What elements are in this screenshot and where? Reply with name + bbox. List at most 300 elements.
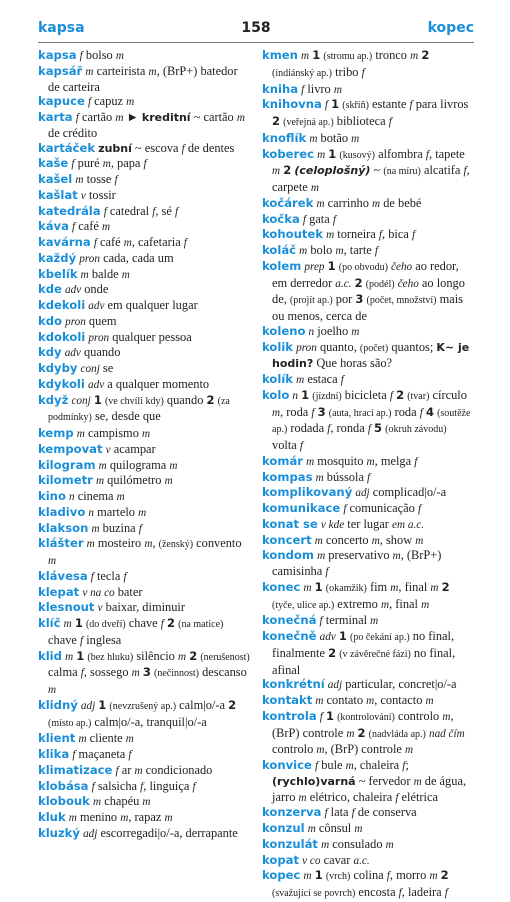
- grammar-label: f: [463, 165, 467, 178]
- grammar-label: f: [181, 142, 185, 155]
- entry-text: , final: [398, 579, 431, 594]
- entry-headword: klakson: [38, 520, 89, 535]
- entry-text: , tarte: [343, 243, 375, 257]
- entry-headword: kdyby: [38, 361, 78, 375]
- sense-note: (v závěrečné fázi): [339, 648, 411, 660]
- entry-text: gata: [306, 211, 333, 226]
- dictionary-entry: [262, 243, 474, 259]
- entry-headword: kdokoli: [38, 329, 86, 344]
- grammar-label: m: [413, 775, 422, 788]
- entry-text: mosteiro: [94, 536, 145, 551]
- grammar-label: m: [354, 823, 363, 835]
- entry-text: livro: [304, 81, 334, 96]
- dictionary-entry: [262, 340, 474, 373]
- entry-headword: klika: [38, 747, 70, 761]
- sense-number: 2: [441, 579, 450, 594]
- sense-number: 2: [283, 163, 292, 178]
- entry-text: balde: [88, 266, 122, 281]
- dictionary-entry: [38, 794, 250, 810]
- sense-number: 1: [331, 97, 340, 112]
- entry-text: colina: [350, 868, 387, 883]
- dictionary-entry: [38, 698, 250, 732]
- entry-text: Que horas são?: [313, 356, 393, 371]
- entry-headword: kašlat: [38, 187, 78, 202]
- grammar-label: m: [68, 812, 77, 824]
- entry-headword: kopec: [262, 868, 301, 883]
- entry-headword: konečně: [262, 629, 317, 643]
- grammar-label: n: [308, 325, 315, 338]
- entry-text: onde: [81, 282, 109, 297]
- entry-text: , (BrP) controle: [324, 742, 406, 757]
- sense-number: 1: [314, 868, 323, 883]
- dictionary-entry: [38, 267, 250, 283]
- grammar-label: f: [414, 455, 418, 468]
- entry-text: ao longo de,: [272, 275, 465, 307]
- sense-note: (tyče, ulice ap.): [272, 599, 335, 611]
- sense-note: (za podmínky): [48, 395, 230, 424]
- grammar-label: pron: [79, 252, 100, 265]
- entry-text: puré: [74, 156, 103, 171]
- grammar-label: f: [351, 807, 355, 820]
- entry-headword: klobása: [38, 778, 89, 793]
- grammar-label: čeho: [397, 277, 419, 290]
- grammar-label: m: [315, 695, 324, 707]
- grammar-label: f: [332, 213, 336, 226]
- entry-text: alfombra: [374, 146, 426, 161]
- sense-note: (počet, množství): [366, 295, 437, 307]
- grammar-label: m: [121, 268, 130, 281]
- dictionary-entry: [262, 709, 474, 758]
- page-number: 158: [241, 20, 271, 36]
- entry-text: bater: [114, 584, 143, 599]
- dictionary-entry: [262, 196, 474, 212]
- entry-text: quantos;: [388, 339, 437, 354]
- grammar-label: m: [85, 65, 94, 78]
- sense-number: 2: [354, 275, 363, 290]
- entry-headword: konzulát: [262, 836, 318, 851]
- entry-text: , (BrP+) batedor de carteira: [48, 63, 238, 94]
- grammar-label: adv: [64, 347, 81, 360]
- grammar-label: f: [160, 618, 164, 630]
- grammar-label: f: [374, 245, 378, 257]
- dictionary-entry: [38, 747, 250, 763]
- grammar-label: f: [343, 503, 347, 515]
- grammar-label: f: [389, 389, 393, 402]
- entry-headword: komár: [262, 453, 303, 468]
- grammar-label: f: [417, 503, 422, 515]
- grammar-label: m: [236, 112, 245, 124]
- sense-number: 2: [440, 868, 449, 883]
- entry-text: menino: [76, 810, 121, 824]
- entry-headword: kniha: [262, 81, 299, 96]
- sense-note: (projít ap.): [289, 295, 333, 307]
- sense-number: 2: [189, 648, 198, 663]
- dictionary-entry: [38, 48, 250, 64]
- entry-headword: klobouk: [38, 794, 90, 809]
- entry-headword: kilogram: [38, 457, 96, 472]
- dictionary-entry: [38, 536, 250, 569]
- grammar-label: v kde: [320, 518, 345, 531]
- sense-note: (podél): [365, 278, 395, 290]
- sense-note: (nadvláda ap.): [368, 728, 426, 740]
- entry-text: ,: [152, 536, 159, 551]
- dictionary-entry: [38, 361, 250, 377]
- grammar-label: m: [148, 65, 157, 78]
- entry-headword: kapsář: [38, 63, 83, 78]
- grammar-label: f: [114, 174, 118, 186]
- grammar-label: m: [333, 83, 342, 96]
- entry-text: mosquito: [314, 453, 367, 468]
- entry-text: ~: [370, 163, 384, 178]
- entry-text: se, desde que: [91, 409, 161, 424]
- dictionary-entry: [38, 585, 250, 601]
- right-column: [262, 48, 474, 902]
- sense-note: (ženský): [158, 539, 194, 551]
- entry-text: , contacto: [374, 693, 426, 707]
- entry-headword: kolem: [262, 258, 302, 273]
- sense-number: 1: [98, 697, 107, 712]
- entry-text: café: [75, 219, 102, 234]
- dictionary-entry: [38, 204, 250, 220]
- entry-text: torneira: [334, 227, 379, 242]
- grammar-label: m: [307, 823, 316, 835]
- dictionary-entry: [262, 677, 474, 693]
- sense-number: 3: [355, 292, 364, 307]
- entry-headword: kempovat: [38, 441, 103, 456]
- dictionary-entry: [262, 97, 474, 131]
- entry-text: concerto: [322, 532, 372, 547]
- dictionary-entry: [38, 172, 250, 188]
- dictionary-entry: [38, 569, 250, 585]
- entry-text: lata: [327, 805, 352, 820]
- sense-number: 1: [325, 708, 334, 723]
- grammar-label: m: [177, 650, 187, 663]
- sense-note: (soutěže ap.): [272, 407, 471, 436]
- dictionary-entry: [262, 548, 474, 580]
- entry-text: ~ cartão: [190, 110, 237, 124]
- entry-text: estaca: [304, 372, 341, 386]
- grammar-label: m: [65, 650, 74, 663]
- grammar-label: em a.c.: [392, 518, 425, 531]
- dictionary-entry: [38, 616, 250, 649]
- grammar-label: m: [442, 710, 451, 723]
- entry-headword: kapsa: [38, 48, 77, 62]
- entry-text: alcatifa: [420, 163, 464, 178]
- entry-text: biblioteca: [333, 114, 389, 128]
- grammar-label: m: [272, 165, 281, 178]
- grammar-label: m: [371, 534, 380, 547]
- sense-note: (tvar): [407, 390, 430, 402]
- entry-headword: když: [38, 392, 69, 407]
- grammar-label: m: [392, 550, 401, 563]
- entry-headword: kondom: [262, 548, 314, 563]
- grammar-label: m: [126, 96, 135, 109]
- entry-text: quando: [80, 345, 121, 360]
- entry-headword: klášter: [38, 536, 84, 551]
- entry-headword: kolík: [262, 372, 294, 386]
- page-header: [38, 20, 474, 42]
- entry-headword: konvice: [262, 758, 312, 772]
- sense-number: 2: [328, 645, 337, 660]
- entry-text: inglesa: [83, 632, 122, 647]
- grammar-label: prep: [304, 260, 325, 273]
- sense-number: 2: [272, 114, 281, 128]
- entry-text: no final, finalmente: [272, 629, 455, 660]
- entry-text: de conserva: [354, 805, 417, 820]
- sense-note: (místo ap.): [48, 717, 92, 729]
- entry-text: bule: [318, 758, 346, 772]
- entry-text: a qualquer momento: [104, 376, 210, 391]
- grammar-label: m: [301, 50, 310, 62]
- entry-text: volta: [272, 438, 300, 452]
- grammar-label: f: [301, 83, 305, 96]
- entry-text: , tapete: [429, 146, 465, 161]
- grammar-label: f: [395, 791, 399, 804]
- grammar-label: f: [123, 570, 127, 583]
- entry-headword: kdy: [38, 345, 62, 360]
- dictionary-entry: [262, 758, 474, 805]
- grammar-label: f: [311, 406, 315, 419]
- entry-text: chave: [48, 632, 80, 647]
- entry-headword: kdo: [38, 313, 62, 328]
- entry-text: bússola: [323, 469, 368, 484]
- entry-headword: kontakt: [262, 693, 313, 707]
- grammar-label: m: [93, 796, 102, 809]
- dictionary-entry: [38, 141, 250, 157]
- entry-headword: kaše: [38, 156, 69, 171]
- entry-text: por: [332, 292, 356, 307]
- entry-text: tecla: [93, 568, 124, 583]
- grammar-label: m: [366, 455, 375, 468]
- grammar-label: m: [425, 695, 434, 707]
- dictionary-entry: [38, 458, 250, 474]
- grammar-label: m: [102, 158, 111, 171]
- entry-text: preservativo: [325, 548, 393, 563]
- entry-text: carteirista: [93, 63, 149, 78]
- grammar-label: m: [123, 237, 132, 249]
- sense-note: (jízdní): [312, 390, 342, 402]
- sense-number: 2: [167, 616, 176, 630]
- dictionary-entry: [262, 227, 474, 243]
- sense-note: (kusový): [339, 149, 375, 161]
- grammar-label: m: [345, 760, 354, 772]
- grammar-label: f: [80, 634, 84, 647]
- grammar-label: f: [367, 423, 371, 436]
- entry-text: capuz: [91, 94, 127, 109]
- grammar-label: m: [385, 838, 394, 851]
- dictionary-entry: [262, 693, 474, 709]
- grammar-label: m: [335, 245, 344, 257]
- dictionary-entry: [38, 219, 250, 235]
- entry-headword: kde: [38, 282, 62, 297]
- entry-headword: klávesa: [38, 568, 88, 583]
- entry-text: rodada: [287, 421, 328, 436]
- entry-headword: koleno: [262, 323, 306, 338]
- entry-text: ►: [123, 110, 142, 124]
- grammar-label: m: [372, 197, 381, 210]
- entry-text: ;: [405, 758, 409, 772]
- grammar-label: f: [409, 99, 413, 112]
- entry-headword: klimatizace: [38, 762, 113, 777]
- entry-text: tronco: [372, 48, 411, 62]
- entry-headword: konat se: [262, 516, 318, 531]
- sense-note: (bez hluku): [87, 651, 134, 663]
- entry-headword: kemp: [38, 426, 74, 440]
- entry-text: controlo: [272, 742, 317, 757]
- grammar-label: m: [317, 148, 326, 161]
- grammar-label: m: [115, 112, 124, 124]
- dictionary-entry: [38, 649, 250, 698]
- dictionary-entry: [38, 505, 250, 521]
- grammar-label: m: [115, 50, 124, 62]
- grammar-label: v: [97, 602, 103, 615]
- entry-text: cartão: [78, 110, 116, 124]
- grammar-label: m: [144, 538, 153, 551]
- dictionary-entry: [262, 821, 474, 837]
- dictionary-entry: [262, 372, 474, 388]
- sense-note: (skříň): [342, 100, 369, 112]
- entry-headword: klid: [38, 648, 62, 663]
- sense-number: 4: [425, 404, 434, 419]
- entry-text: , (BrP) controle: [272, 708, 454, 740]
- entry-text: , ladeira: [401, 885, 445, 899]
- grammar-label: m: [48, 555, 57, 567]
- dictionary-entry: [38, 763, 250, 779]
- grammar-label: f: [327, 423, 331, 436]
- sense-number: 1: [328, 146, 337, 161]
- entry-headword: kladivo: [38, 504, 86, 519]
- entry-headword: kdekoli: [38, 298, 86, 312]
- dictionary-entry: [38, 110, 250, 141]
- grammar-label: f: [152, 205, 156, 218]
- dictionary-entry: [38, 298, 250, 314]
- entry-text: bolo: [307, 243, 336, 257]
- entry-headword: kluk: [38, 810, 66, 824]
- entry-text: , rapaz: [128, 810, 165, 824]
- entry-text: círculo: [429, 387, 467, 402]
- grammar-label: m: [314, 534, 323, 547]
- dictionary-entry: [262, 853, 474, 869]
- grammar-label: adv: [88, 378, 105, 391]
- entry-text: qualquer pessoa: [109, 329, 192, 344]
- entry-headword: kolo: [262, 387, 290, 402]
- grammar-label: m: [410, 50, 419, 62]
- entry-text: joelho: [314, 323, 352, 338]
- grammar-label: m: [309, 132, 318, 145]
- grammar-label: n: [69, 491, 75, 503]
- grammar-label: pron: [296, 341, 317, 354]
- grammar-label: f: [388, 116, 392, 128]
- grammar-label: f: [174, 205, 179, 218]
- entry-text: , roda: [280, 404, 312, 419]
- grammar-label: m: [346, 727, 355, 740]
- dictionary-entry: [262, 501, 474, 517]
- entry-text: martelo: [94, 504, 139, 519]
- grammar-label: m: [86, 538, 95, 551]
- sense-note: (svažující se povrch): [272, 888, 356, 899]
- entry-headword: kompas: [262, 469, 313, 484]
- grammar-label: f: [319, 615, 323, 628]
- entry-text: , chaleira: [353, 758, 403, 772]
- entry-headword: konkrétní: [262, 677, 325, 692]
- grammar-label: f: [444, 887, 448, 899]
- grammar-label: m: [317, 550, 326, 563]
- dictionary-entry: [38, 282, 250, 298]
- grammar-label: m: [63, 618, 72, 630]
- grammar-label: m: [429, 870, 438, 883]
- entry-text: descanso: [198, 665, 247, 680]
- grammar-label: m: [95, 475, 105, 488]
- entry-headword: kolik: [262, 339, 294, 354]
- dictionary-entry: [262, 82, 474, 98]
- bold-phrase: (celoplošný): [294, 164, 371, 178]
- entry-headword: kopat: [262, 852, 300, 867]
- grammar-label: m: [142, 428, 151, 440]
- grammar-label: f: [378, 229, 382, 242]
- sense-number: 5: [374, 421, 383, 436]
- grammar-label: m: [321, 838, 330, 851]
- entry-text: controlo: [394, 708, 443, 723]
- grammar-label: čeho: [391, 260, 413, 273]
- grammar-label: f: [315, 760, 319, 772]
- entry-text: , show: [379, 532, 416, 547]
- grammar-label: m: [120, 812, 129, 824]
- bold-phrase: K~ je hodin?: [272, 340, 470, 371]
- sense-note: (na matice): [178, 619, 224, 630]
- grammar-label: m: [306, 455, 315, 468]
- entry-text: tribo: [332, 64, 362, 79]
- dictionary-entry: [262, 805, 474, 821]
- grammar-label: f: [319, 710, 323, 723]
- grammar-label: m: [78, 733, 87, 746]
- grammar-label: adj: [327, 679, 343, 692]
- entry-headword: kapuce: [38, 94, 85, 109]
- dictionary-entry: [38, 188, 250, 204]
- grammar-label: f: [72, 749, 76, 761]
- grammar-label: f: [419, 406, 423, 419]
- entry-text: catedral: [106, 203, 153, 218]
- entry-headword: klíč: [38, 616, 61, 630]
- entry-text: campismo: [84, 426, 142, 440]
- grammar-label: nad čím: [428, 727, 465, 740]
- entry-text: , papa: [110, 156, 144, 171]
- dictionary-entry: [38, 779, 250, 795]
- grammar-label: m: [366, 695, 375, 707]
- entry-text: de água, jarro: [272, 773, 467, 804]
- grammar-label: pron: [65, 315, 86, 328]
- entry-text: extremo: [334, 596, 381, 611]
- entry-text: quem: [85, 313, 117, 328]
- grammar-label: m: [298, 791, 307, 804]
- entry-text: ~ fervedor: [355, 773, 414, 788]
- entry-text: para livros: [412, 97, 469, 112]
- sense-number: 1: [76, 648, 85, 663]
- grammar-label: n: [88, 506, 95, 519]
- entry-text: terminal: [322, 613, 371, 628]
- grammar-label: adv: [64, 284, 82, 297]
- grammar-label: f: [79, 50, 83, 62]
- dictionary-entry: [38, 330, 250, 346]
- entry-headword: konečná: [262, 613, 317, 628]
- entry-headword: komplikovaný: [262, 485, 353, 500]
- grammar-label: f: [325, 566, 329, 578]
- sense-number: 1: [327, 258, 336, 273]
- grammar-label: a.c.: [353, 854, 370, 867]
- sense-number: 1: [74, 616, 83, 630]
- grammar-label: m: [316, 197, 325, 210]
- entry-text: condicionado: [142, 762, 213, 777]
- sense-number: 1: [312, 48, 321, 62]
